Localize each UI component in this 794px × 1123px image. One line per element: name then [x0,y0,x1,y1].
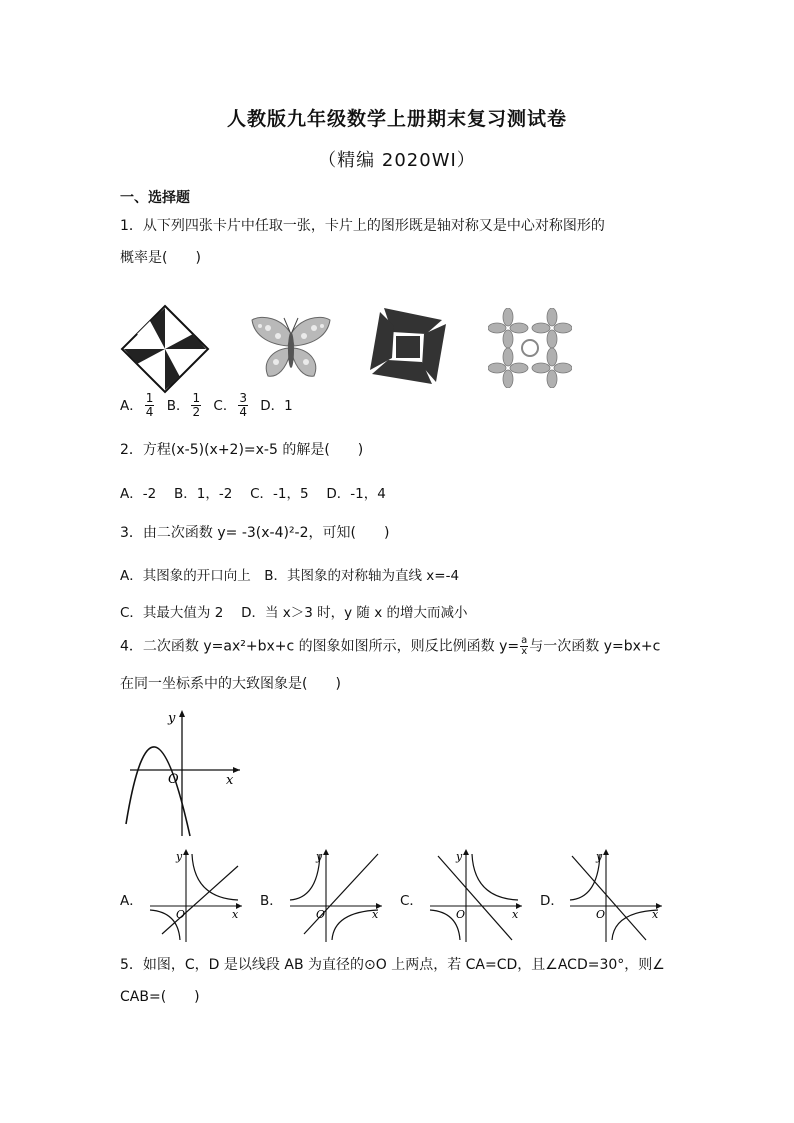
q4-origin-label: O [168,772,179,787]
svg-text:x: x [512,908,519,921]
q4-option-d-graph[interactable] [566,846,664,944]
q4-option-a-graph[interactable] [146,846,244,944]
q4-option-b-label[interactable]: B． [260,893,283,909]
page-subtitle: （精编 2020WI） [318,150,476,171]
q4-stem-line1: 4．二次函数 y=ax²+bx+c 的图象如图所示，则反比例函数 y= $\frac{a}{x}$ 与一次函数 y=bx+c [120,635,661,657]
q4-x-axis-label: x [226,773,234,788]
svg-text:y: y [176,850,183,863]
q5-stem-line1: 5．如图，C，D 是以线段 AB 为直径的⊙O 上两点，若 CA=CD，且∠ACD=30°，则∠ [120,957,665,973]
q1-options [120,392,293,419]
butterfly-card-image [248,312,334,386]
svg-text:y: y [316,850,323,863]
q3-options-cd[interactable]: C．其最大值为 2 D．当 x＞3 时，y 随 x 的增大而减小 [120,605,468,621]
svg-text:x: x [372,908,379,921]
q2-options[interactable]: A．-2 B．1，-2 C．-1，5 D．-1，4 [120,486,386,502]
q3-options-ab[interactable]: A．其图象的开口向上 B．其图象的对称轴为直线 x=-4 [120,568,460,584]
svg-text:y: y [596,850,603,863]
q4-option-b-graph[interactable] [286,846,384,944]
q1-option-a[interactable]: A． $\frac{1}{4}$ [120,391,154,419]
svg-text:y: y [456,850,463,863]
rotated-squares-card-image [366,304,450,388]
q1-stem-line2: 概率是( ) [120,250,201,266]
q5-stem-line2: CAB=( ) [120,989,200,1005]
page-title: 人教版九年级数学上册期末复习测试卷 [226,108,567,130]
q2-stem: 2．方程(x-5)(x+2)=x-5 的解是( ) [120,442,364,458]
svg-text:O: O [456,908,466,921]
svg-text:x: x [232,908,239,921]
q4-stem-line2: 在同一坐标系中的大致图象是( ) [120,676,341,692]
pinwheel-card-image [120,304,210,394]
q4-option-d-label[interactable]: D． [540,893,564,909]
svg-text:O: O [596,908,606,921]
q4-parabola-graph [120,704,248,840]
q1-option-d[interactable]: D．1 [260,397,293,414]
q3-stem: 3．由二次函数 y= -3(x-4)²-2，可知( ) [120,525,390,541]
svg-text:x: x [652,908,659,921]
q4-y-axis-label: y [168,711,176,726]
q4-option-c-label[interactable]: C． [400,893,423,909]
q4-option-a-label[interactable]: A． [120,893,143,909]
section-heading: 一、选择题 [120,190,190,206]
svg-text:O: O [176,908,186,921]
q1-option-c[interactable]: C． $\frac{3}{4}$ [213,391,247,419]
q1-stem-line1: 1．从下列四张卡片中任取一张，卡片上的图形既是轴对称又是中心对称图形的 [120,218,605,234]
svg-text:O: O [316,908,326,921]
flower-pattern-card-image [488,308,572,388]
q4-option-c-graph[interactable] [426,846,524,944]
q1-option-b[interactable]: B． $\frac{1}{2}$ [166,391,201,419]
